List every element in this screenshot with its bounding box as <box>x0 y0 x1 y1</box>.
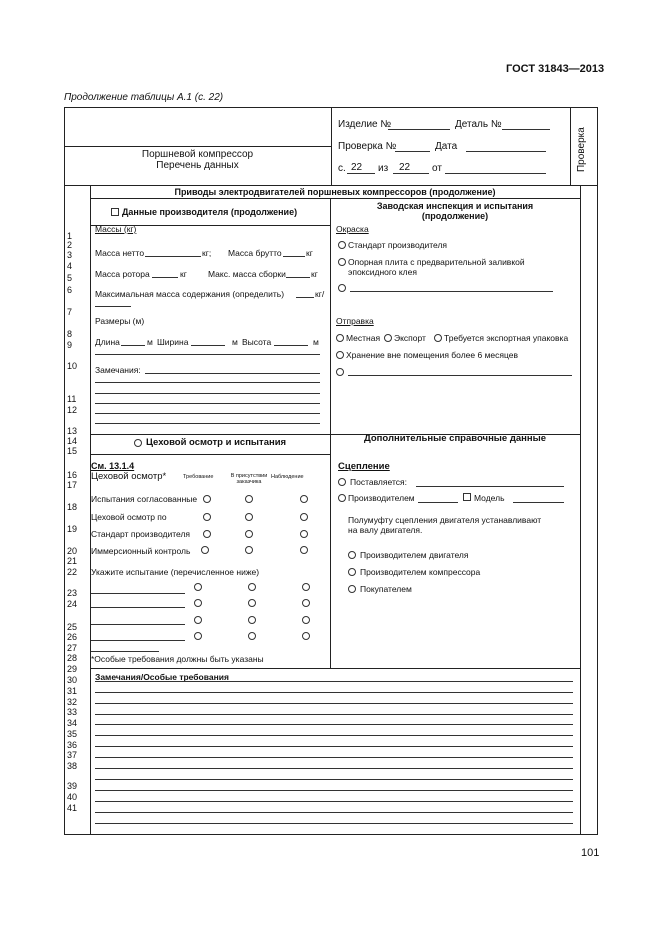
net-mass-label: Масса нетто <box>95 248 145 258</box>
agreed-tests-label: Испытания согласованные <box>91 494 198 504</box>
test-1-witness-radio[interactable] <box>248 583 256 591</box>
half-coupling-line-2: на валу двигателя. <box>348 525 423 535</box>
half-coupling-line-1: Полумуфту сцепления двигателя устанавливают <box>348 515 542 525</box>
shop-inspection-radio[interactable] <box>134 439 142 447</box>
max-maintenance-mass-label: Максимальная масса содержания (определить) <box>95 289 285 299</box>
test-1-observe-radio[interactable] <box>302 583 310 591</box>
test-3-witness-radio[interactable] <box>248 616 256 624</box>
net-mass-field[interactable] <box>145 256 201 257</box>
agreed-tests-observe-radio[interactable] <box>300 495 308 503</box>
remarks-field[interactable] <box>145 373 320 374</box>
title-line-1: Поршневой компрессор <box>141 149 254 160</box>
title-line-2: Перечень данных <box>156 160 239 171</box>
immersion-observe-radio[interactable] <box>300 546 308 554</box>
shop-inspection-label: Цеховой осмотр* <box>91 471 167 482</box>
remarks-special-title: Замечания/Особые требования <box>95 672 229 682</box>
export-radio[interactable] <box>384 334 392 342</box>
height-label: Высота <box>242 337 272 347</box>
rotor-mass-label: Масса ротора <box>95 269 150 279</box>
remarks-label: Замечания: <box>95 365 141 375</box>
table-continuation: Продолжение таблицы А.1 (с. 22) <box>64 92 224 103</box>
manufacturer-data-checkbox[interactable] <box>111 208 119 216</box>
date-field[interactable] <box>466 151 546 152</box>
special-footnote: *Особые требования должны быть указаны <box>91 654 264 664</box>
max-assembly-mass-field[interactable] <box>286 277 310 278</box>
col-required: Требование <box>183 474 214 480</box>
masses-label: Массы (кг) <box>95 224 137 234</box>
shop-inspection-by-label: Цеховой осмотр по <box>91 512 167 522</box>
coupling-label: Сцепление <box>338 461 390 472</box>
date-label: Дата <box>435 141 458 152</box>
agreed-tests-required-radio[interactable] <box>203 495 211 503</box>
test-1-required-radio[interactable] <box>194 583 202 591</box>
coupling-supplied-radio[interactable] <box>338 478 346 486</box>
test-4-observe-radio[interactable] <box>302 632 310 640</box>
item-no-label: Изделие № <box>338 119 392 130</box>
additional-info-title: Дополнительные справочные данные <box>363 433 547 444</box>
painting-label: Окраска <box>336 224 369 234</box>
coupling-supplied-field[interactable] <box>416 486 564 487</box>
page-total: 22 <box>399 162 411 173</box>
detail-no-label: Деталь № <box>455 119 502 130</box>
item-no-field[interactable] <box>388 129 450 130</box>
check-no-field[interactable] <box>395 151 430 152</box>
mfr-std-required-radio[interactable] <box>203 530 211 538</box>
coupling-mfr-radio[interactable] <box>338 494 346 502</box>
base-plate-radio[interactable] <box>338 258 346 266</box>
height-field[interactable] <box>274 345 308 346</box>
check-no-label: Проверка № <box>338 141 397 152</box>
page-of-label: из <box>378 163 389 174</box>
rotor-mass-field[interactable] <box>152 277 178 278</box>
col-observe: Наблюдение <box>271 474 304 480</box>
test-2-witness-radio[interactable] <box>248 599 256 607</box>
page-current: 22 <box>351 162 363 173</box>
outdoor-storage-radio[interactable] <box>336 351 344 359</box>
width-label: Ширина <box>157 337 189 347</box>
local-radio[interactable] <box>336 334 344 342</box>
width-field[interactable] <box>191 345 225 346</box>
shop-inspection-by-observe-radio[interactable] <box>300 513 308 521</box>
max-assembly-mass-label: Макс. масса сборки <box>208 269 286 279</box>
length-field[interactable] <box>121 345 145 346</box>
gross-mass-field[interactable] <box>283 256 305 257</box>
immersion-label: Иммерсионный контроль <box>91 546 191 556</box>
mfr-std-observe-radio[interactable] <box>300 530 308 538</box>
detail-no-field[interactable] <box>502 129 550 130</box>
shipment-label: Отправка <box>336 316 374 326</box>
test-2-field[interactable] <box>91 607 185 608</box>
painting-other-field[interactable] <box>350 291 553 292</box>
compressor-mfr-radio[interactable] <box>348 568 356 576</box>
gross-mass-label: Масса брутто <box>228 248 282 258</box>
shop-inspection-title: Цеховой осмотр и испытания <box>146 437 287 448</box>
manufacturer-data-title: Данные производителя (продолжение) <box>122 207 298 217</box>
test-3-field[interactable] <box>91 624 185 625</box>
dimensions-label: Размеры (м) <box>95 316 145 326</box>
test-2-required-radio[interactable] <box>194 599 202 607</box>
test-2-observe-radio[interactable] <box>302 599 310 607</box>
specify-test-label: Укажите испытание (перечисленное ниже) <box>91 567 260 577</box>
shop-inspection-by-required-radio[interactable] <box>203 513 211 521</box>
col-witness-2: заказчика <box>236 479 262 485</box>
shipment-other-field[interactable] <box>348 375 572 376</box>
painting-other-radio[interactable] <box>338 284 346 292</box>
mfr-std-row-label: Стандарт производителя <box>91 529 191 539</box>
immersion-witness-radio[interactable] <box>245 546 253 554</box>
shipment-other-radio[interactable] <box>336 368 344 376</box>
buyer-radio[interactable] <box>348 585 356 593</box>
check-vertical-label: Проверка <box>576 127 587 172</box>
motor-mfr-radio[interactable] <box>348 551 356 559</box>
reference-label: См. 13.1.4 <box>91 461 135 471</box>
agreed-tests-witness-radio[interactable] <box>245 495 253 503</box>
test-3-required-radio[interactable] <box>194 616 202 624</box>
factory-inspection-title-1: Заводская инспекция и испытания <box>376 201 534 211</box>
coupling-model-checkbox[interactable] <box>463 493 471 501</box>
max-maintenance-mass-field[interactable] <box>296 297 314 298</box>
coupling-mfr-field[interactable] <box>418 502 458 503</box>
test-4-required-radio[interactable] <box>194 632 202 640</box>
test-4-field[interactable] <box>91 640 185 641</box>
factory-inspection-title-2: (продолжение) <box>421 211 489 221</box>
page-prefix: с. <box>338 163 346 174</box>
length-label: Длина <box>95 337 120 347</box>
page-from-field[interactable] <box>445 173 546 174</box>
section-title: Приводы электродвигателей поршневых компрессоров (продолжение) <box>174 187 496 197</box>
coupling-model-field[interactable] <box>513 502 564 503</box>
col-witness-1: В присутствии <box>230 473 268 479</box>
page-from-label: от <box>432 163 442 174</box>
test-1-field[interactable] <box>91 593 185 594</box>
test-4-witness-radio[interactable] <box>248 632 256 640</box>
immersion-required-radio[interactable] <box>201 546 209 554</box>
shop-inspection-by-witness-radio[interactable] <box>245 513 253 521</box>
mfr-std-witness-radio[interactable] <box>245 530 253 538</box>
mfr-standard-radio[interactable] <box>338 241 346 249</box>
page-number: 101 <box>581 847 600 859</box>
export-pack-radio[interactable] <box>434 334 442 342</box>
standard-header: ГОСТ 31843—2013 <box>506 63 605 75</box>
test-3-observe-radio[interactable] <box>302 616 310 624</box>
